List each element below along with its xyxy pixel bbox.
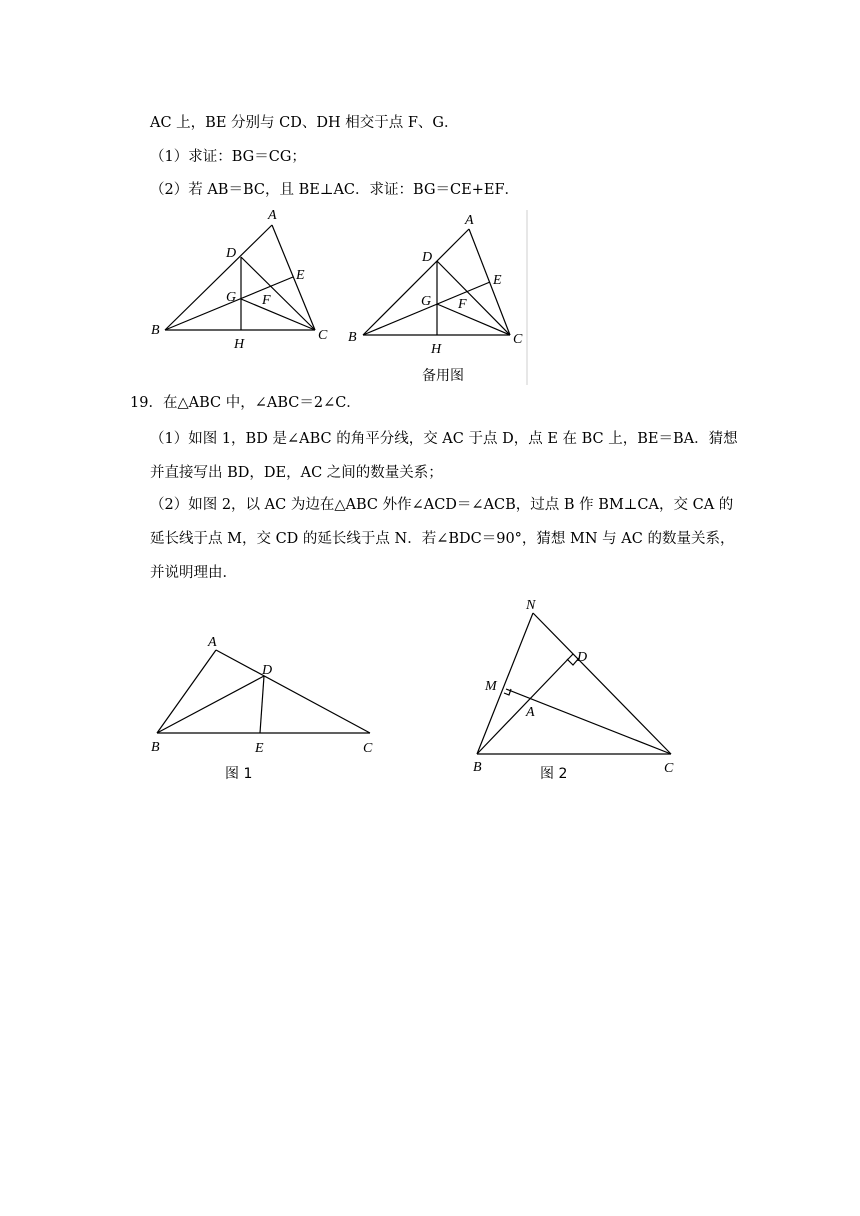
label-d: D [422, 250, 433, 265]
label-e: E [493, 273, 502, 288]
text-line-part2: （2）如图 2，以 AC 为边在△ABC 外作∠ACD＝∠ACB，过点 B 作 BM⊥CA，交 CA 的 [150, 497, 734, 513]
label-b: B [473, 760, 482, 775]
text-line-part1: （1）如图 1，BD 是∠ABC 的角平分线，交 AC 于点 D，点 E 在 BC 上，BE＝BA．猜想 [150, 431, 738, 447]
label-c: C [318, 328, 328, 343]
label-n: N [526, 598, 536, 613]
caption-spare-figure: 备用图 [422, 368, 464, 384]
label-e: E [255, 741, 264, 756]
figure-1 [145, 630, 390, 785]
text-line-part2-end: 并说明理由． [150, 565, 237, 581]
label-g: G [421, 294, 432, 309]
label-c: C [664, 761, 674, 776]
text-line-part1-prove: （1）求证：BG＝CG； [150, 149, 306, 165]
label-c: C [363, 741, 373, 756]
label-f: F [262, 293, 271, 308]
text-line-part1-cont: 并直接写出 BD，DE，AC 之间的数量关系； [150, 465, 443, 481]
label-m: M [485, 679, 497, 694]
label-a: A [208, 635, 217, 650]
segment-gc [437, 304, 510, 335]
label-a: A [465, 213, 474, 228]
label-b: B [151, 323, 160, 338]
problem19-statement: 19．在△ABC 中，∠ABC＝2∠C． [130, 395, 361, 411]
figure-problem18-spare [345, 205, 530, 390]
segment-ba [157, 650, 216, 733]
label-h: H [431, 342, 442, 357]
text-line-part2-cont: 延长线于点 M，交 CD 的延长线于点 N．若∠BDC＝90°，猜想 MN 与 AC 的数量关系， [150, 531, 735, 547]
label-b: B [348, 330, 357, 345]
caption-figure-1: 图 1 [225, 766, 253, 782]
segment-ba [363, 229, 469, 335]
label-e: E [296, 268, 305, 283]
segment-bd [157, 676, 264, 733]
text-line-part2-prove: （2）若 AB＝BC，且 BE⊥AC．求证：BG＝CE+EF． [150, 182, 520, 198]
label-b: B [151, 740, 160, 755]
label-h: H [234, 337, 245, 352]
segment-ac [216, 650, 370, 733]
figure-2 [465, 595, 690, 785]
figure-problem18-main [145, 205, 345, 365]
segment-nc [533, 613, 671, 754]
segment-bd [477, 654, 573, 754]
label-d: D [577, 650, 588, 665]
segment-de [260, 676, 264, 733]
segment-ba [165, 225, 272, 330]
text-line-ac-intersect: AC 上，BE 分别与 CD、DH 相交于点 F、G． [150, 115, 459, 131]
label-d: D [226, 246, 237, 261]
caption-figure-2: 图 2 [540, 766, 568, 782]
label-a: A [526, 705, 535, 720]
label-f: F [458, 297, 467, 312]
label-c: C [513, 332, 523, 347]
label-d: D [262, 663, 273, 678]
label-g: G [226, 290, 237, 305]
segment-mc [506, 689, 671, 754]
label-a: A [268, 208, 277, 223]
